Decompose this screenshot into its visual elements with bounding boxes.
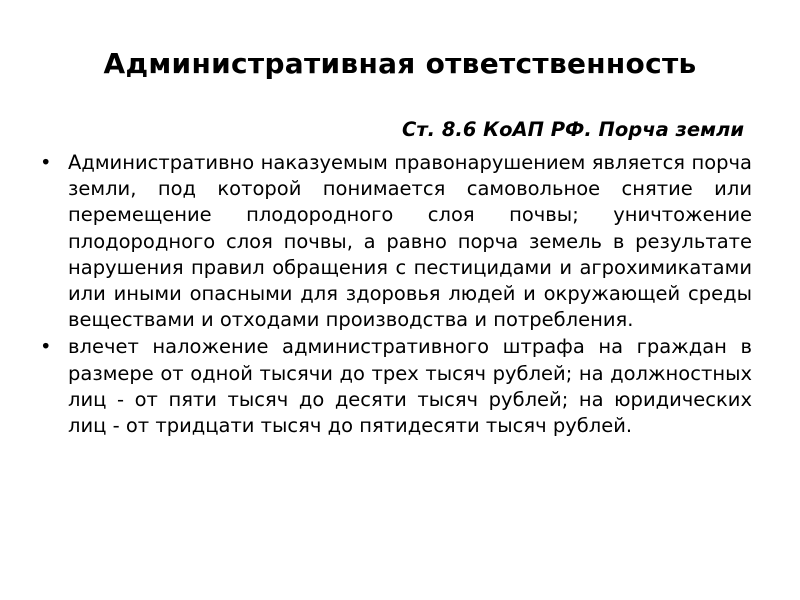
slide-subtitle: Ст. 8.6 КоАП РФ. Порча земли [402, 118, 744, 141]
slide-title: Административная ответственность [103, 47, 697, 80]
list-item [40, 150, 752, 333]
bullet-icon: • [40, 151, 52, 174]
bullet-list [40, 150, 752, 439]
list-item-text: Административно наказуемым правонарушением является порча земли, под которой понимается самовольное снятие или перемещение плодородного слоя почвы; уничтожение плодородного слоя почвы, а равно порча земель в результате нарушения правил обращения с пестицидами и агрохимикатами или иными опасными для здоровья людей и окружающей среды веществами и отходами производства и потребления. [68, 151, 752, 332]
list-item [40, 334, 752, 439]
list-item-text: влечет наложение административного штрафа на граждан в размере от одной тысячи до трех тысяч рублей; на должностных лиц - от пяти тысяч до десяти тысяч рублей; на юридических лиц - от тридцати тысяч до пятидесяти тысяч рублей. [68, 335, 752, 438]
bullet-icon: • [40, 335, 52, 359]
